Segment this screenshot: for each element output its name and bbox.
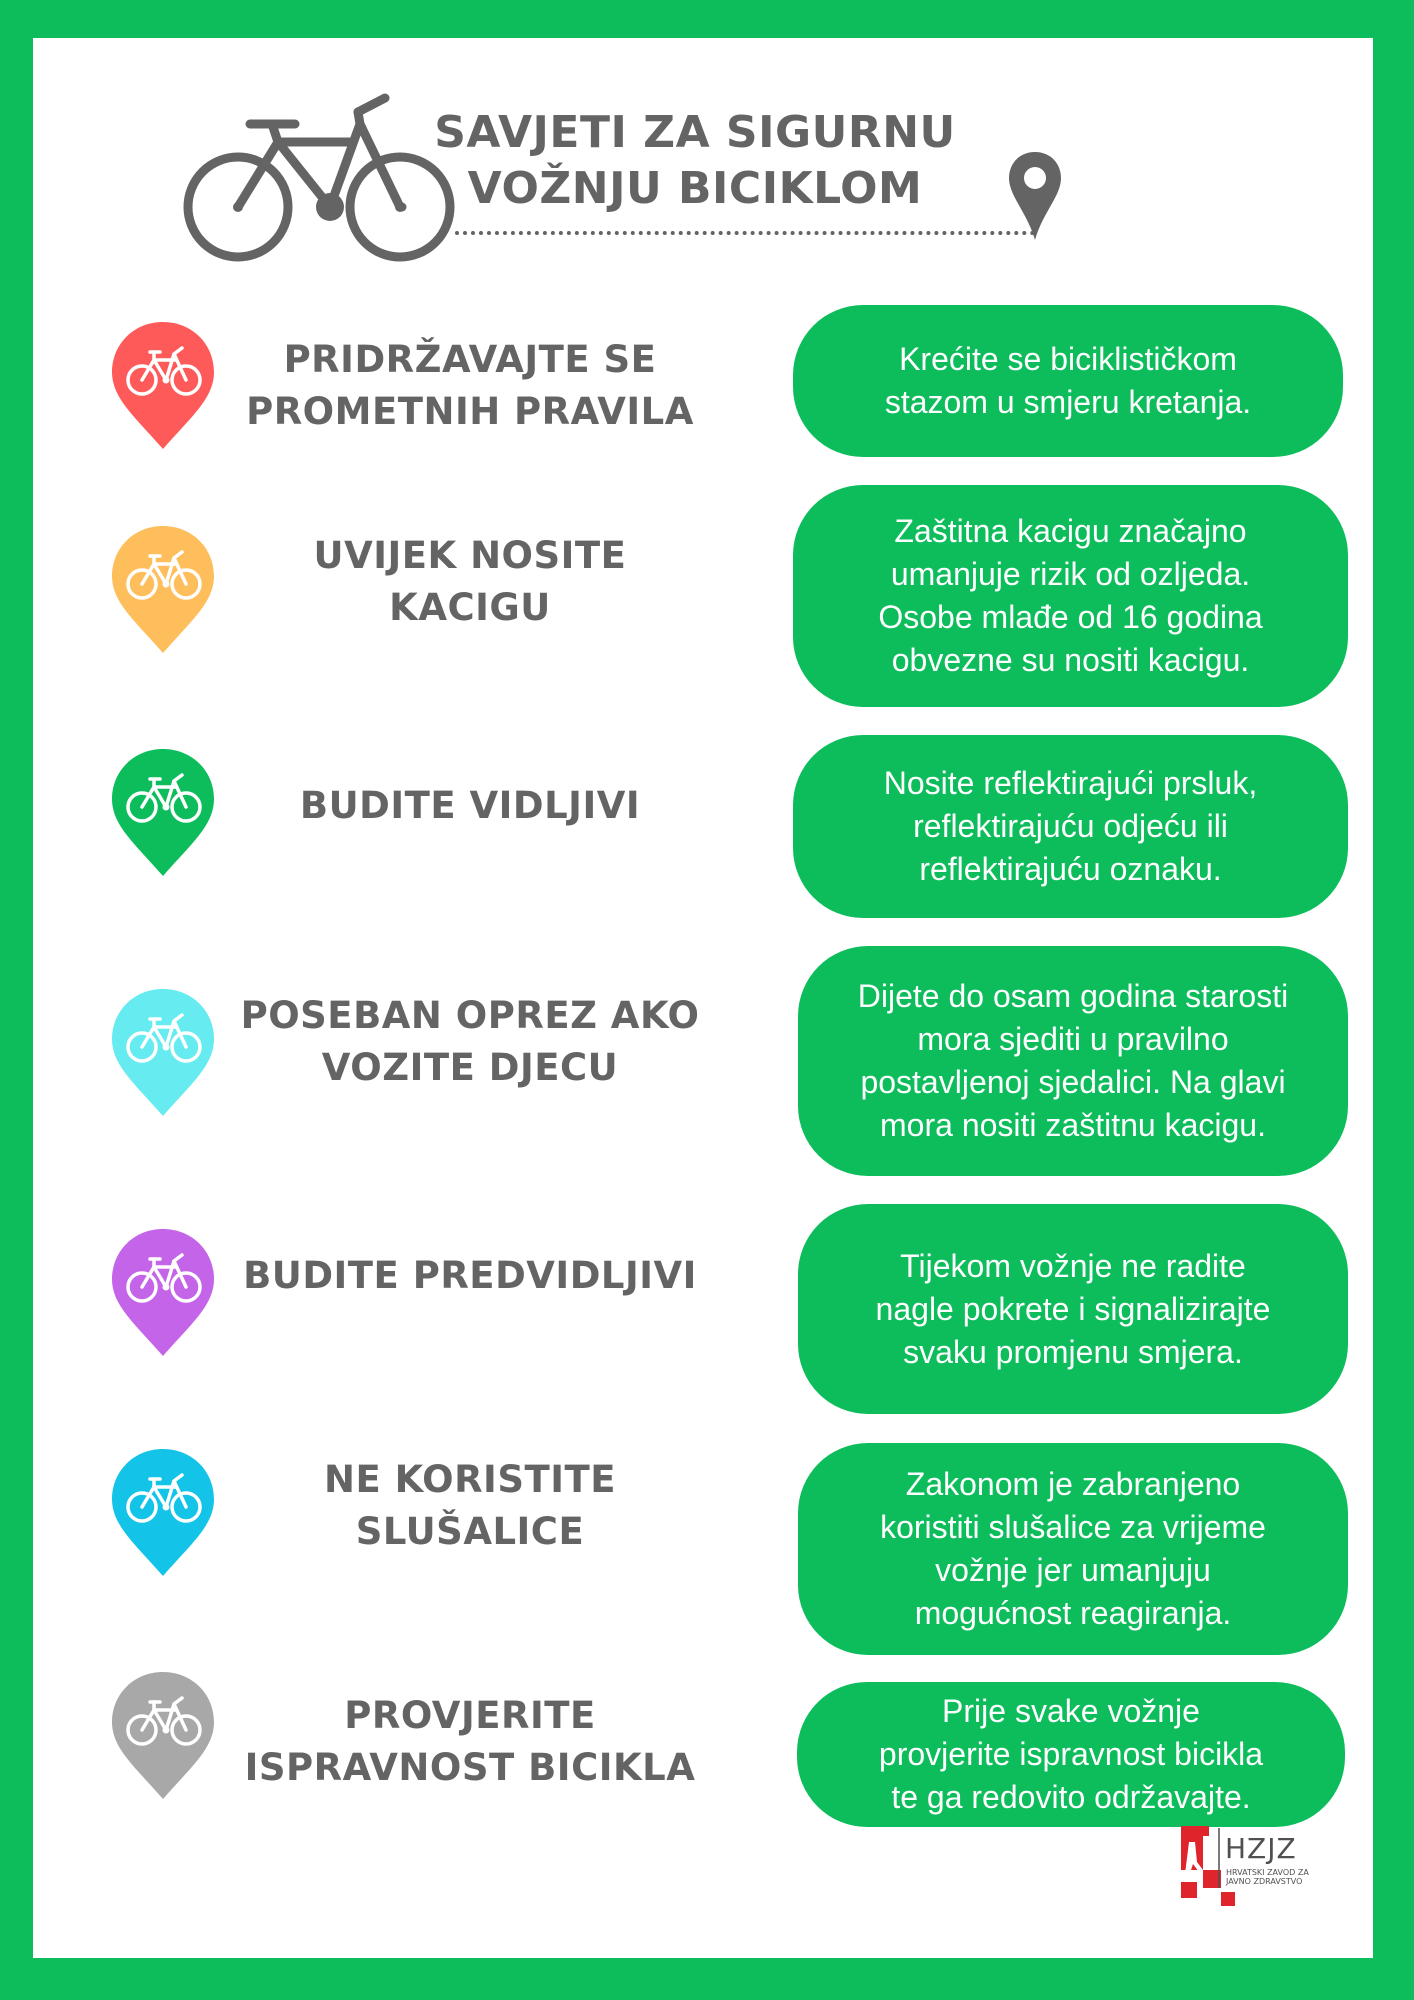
tip-title <box>240 530 700 634</box>
tip-description-line: reflektirajuću odjeću ili <box>913 808 1228 844</box>
logo-subtitle-line-2: JAVNO ZDRAVSTVO <box>1226 1877 1303 1886</box>
tip-description-line: stazom u smjeru kretanja. <box>884 384 1252 420</box>
tip-title-line: UVIJEK NOSITE <box>313 534 627 577</box>
tip-title <box>240 780 700 832</box>
page-title <box>420 105 970 217</box>
tip-title-line: PROMETNIH PRAVILA <box>246 390 694 433</box>
tip-description-line: koristiti slušalice za vrijeme <box>880 1509 1266 1545</box>
tip-title <box>240 334 700 438</box>
tip-description-line: provjerite ispravnost bicikla <box>878 1736 1264 1772</box>
tip-description-line: mora nositi zaštitnu kacigu. <box>880 1107 1266 1143</box>
bicycle-pin-icon <box>108 1668 218 1803</box>
tip-description-bubble <box>793 485 1348 707</box>
logo-subtitle-line-1: HRVATSKI ZAVOD ZA <box>1226 1868 1309 1877</box>
tip-description-line: Nosite reflektirajući prsluk, <box>883 765 1258 801</box>
tip-title-line: BUDITE PREDVIDLJIVI <box>243 1254 697 1297</box>
tip-title-line: BUDITE VIDLJIVI <box>299 784 641 827</box>
tip-title-line: PRIDRŽAVAJTE SE <box>283 338 657 381</box>
tip-description-line: Zaštitna kacigu značajno <box>894 513 1247 549</box>
bicycle-pin-icon <box>108 985 218 1120</box>
bicycle-pin-icon <box>108 745 218 880</box>
title-line-2: VOŽNJU BICIKLOM <box>467 163 923 214</box>
tip-title-line: SLUŠALICE <box>355 1510 585 1553</box>
tip-description-bubble <box>793 305 1343 457</box>
tip-title-line: POSEBAN OPREZ AKO <box>240 994 700 1037</box>
tip-description-line: Tijekom vožnje ne radite <box>900 1247 1246 1284</box>
tip-description-line: Prije svake vožnje <box>942 1693 1200 1729</box>
tip-description-line: svaku promjenu smjera. <box>903 1333 1243 1370</box>
tip-title-line: KACIGU <box>389 586 551 629</box>
title-line-1: SAVJETI ZA SIGURNU <box>434 107 956 158</box>
logo-name: HZJZ <box>1225 1832 1297 1865</box>
tip-description-line: te ga redovito održavajte. <box>891 1779 1251 1815</box>
tip-title-line: VOZITE DJECU <box>321 1046 619 1089</box>
bicycle-pin-icon <box>108 522 218 657</box>
tip-title <box>240 990 700 1094</box>
tip-description-line: vožnje jer umanjuju <box>935 1552 1211 1588</box>
tip-description-bubble <box>798 1443 1348 1655</box>
tip-description-line: Zakonom je zabranjeno <box>905 1466 1241 1502</box>
bicycle-pin-icon <box>108 1445 218 1580</box>
tip-description-bubble <box>798 946 1348 1176</box>
tip-description-line: reflektirajuću oznaku. <box>919 851 1222 887</box>
tip-description-line: obvezne su nositi kacigu. <box>891 642 1250 678</box>
tip-description-bubble <box>793 735 1348 918</box>
tip-title-line: NE KORISTITE <box>323 1458 616 1501</box>
tip-description-line: nagle pokrete i signalizirajte <box>875 1290 1271 1327</box>
bicycle-pin-icon <box>108 1225 218 1360</box>
tip-title <box>240 1454 700 1558</box>
bicycle-pin-icon <box>108 318 218 453</box>
tip-description-line: Dijete do osam godina starosti <box>857 978 1289 1014</box>
logo-subtitle <box>1226 1868 1316 1886</box>
route-dotted-line <box>455 231 1035 235</box>
tip-title-line: PROVJERITE <box>344 1694 596 1737</box>
tip-title <box>240 1250 700 1302</box>
tip-description-line: umanjuje rizik od ozljeda. <box>890 556 1251 592</box>
bicycle-icon <box>180 72 460 262</box>
tip-description-line: Osobe mlađe od 16 godina <box>878 599 1263 635</box>
tip-description-bubble <box>797 1682 1345 1827</box>
tip-description-line: Krećite se biciklističkom <box>899 341 1237 377</box>
tip-title-line: ISPRAVNOST BICIKLA <box>244 1746 696 1789</box>
tip-title <box>240 1690 700 1794</box>
tip-description-line: postavljenoj sjedalici. Na glavi <box>860 1064 1286 1100</box>
map-pin-icon <box>1007 150 1063 242</box>
tip-description-line: mora sjediti u pravilno <box>917 1021 1229 1057</box>
tip-description-line: mogućnost reagiranja. <box>914 1595 1232 1631</box>
tip-description-bubble <box>798 1204 1348 1414</box>
